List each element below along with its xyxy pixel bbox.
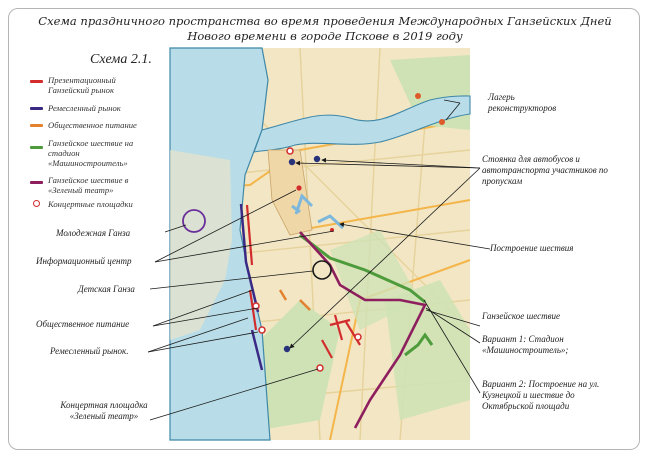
title-line-2: Нового времени в городе Пскове в 2019 году — [187, 29, 463, 43]
legend-swatch-stadium-route — [30, 146, 43, 149]
legend-swatch-theatre-route — [30, 181, 43, 184]
label-variant-1: Вариант 1: Стадион «Машиностроитель»; — [482, 334, 569, 355]
legend-theatre-route: Ганзейское шествие в «Зеленый театр» — [48, 175, 129, 195]
legend-craft-market: Ремесленный рынок — [48, 103, 121, 113]
label-youth-hansa: Молодежная Ганза — [56, 228, 131, 238]
concert-ring-icon — [33, 200, 40, 207]
legend-swatch-presentation — [30, 80, 43, 83]
legend-presentation: Презентационный Ганзейский рынок — [48, 75, 116, 95]
info-center-dot — [296, 185, 301, 190]
label-procession: Ганзейское шествие — [482, 311, 561, 321]
label-green-theatre: Концертная площадка «Зеленый театр» — [60, 400, 148, 421]
legend-catering: Общественное питание — [48, 120, 137, 130]
legend-swatch-catering — [30, 124, 43, 127]
legend-concert: Концертные площадки — [48, 199, 133, 209]
scheme-label: Схема 2.1. — [90, 52, 152, 67]
label-parking: Стоянка для автобусов и автотранспорта участников по пропускам — [482, 154, 608, 186]
label-catering: Общественное питание — [36, 319, 130, 329]
map-base — [170, 48, 470, 440]
label-assembly: Построение шествия — [490, 243, 574, 253]
label-variant-2: Вариант 2: Построение на ул. Кузнецкой и шествие до Октябрьской площади — [482, 379, 600, 411]
label-kids-hansa: Детская Ганза — [78, 284, 135, 294]
label-info-center: Информационный центр — [36, 256, 132, 266]
legend-stadium-route: Ганзейское шествие на стадион «Машиностроитель» — [48, 138, 134, 168]
legend-swatch-craft-market — [30, 107, 43, 110]
label-camp: Лагерь реконструкторов — [488, 92, 557, 113]
label-craft-market: Ремесленный рынок. — [50, 346, 129, 356]
title-line-1: Схема праздничного пространства во время проведения Международных Ганзейских Дней — [38, 14, 612, 28]
